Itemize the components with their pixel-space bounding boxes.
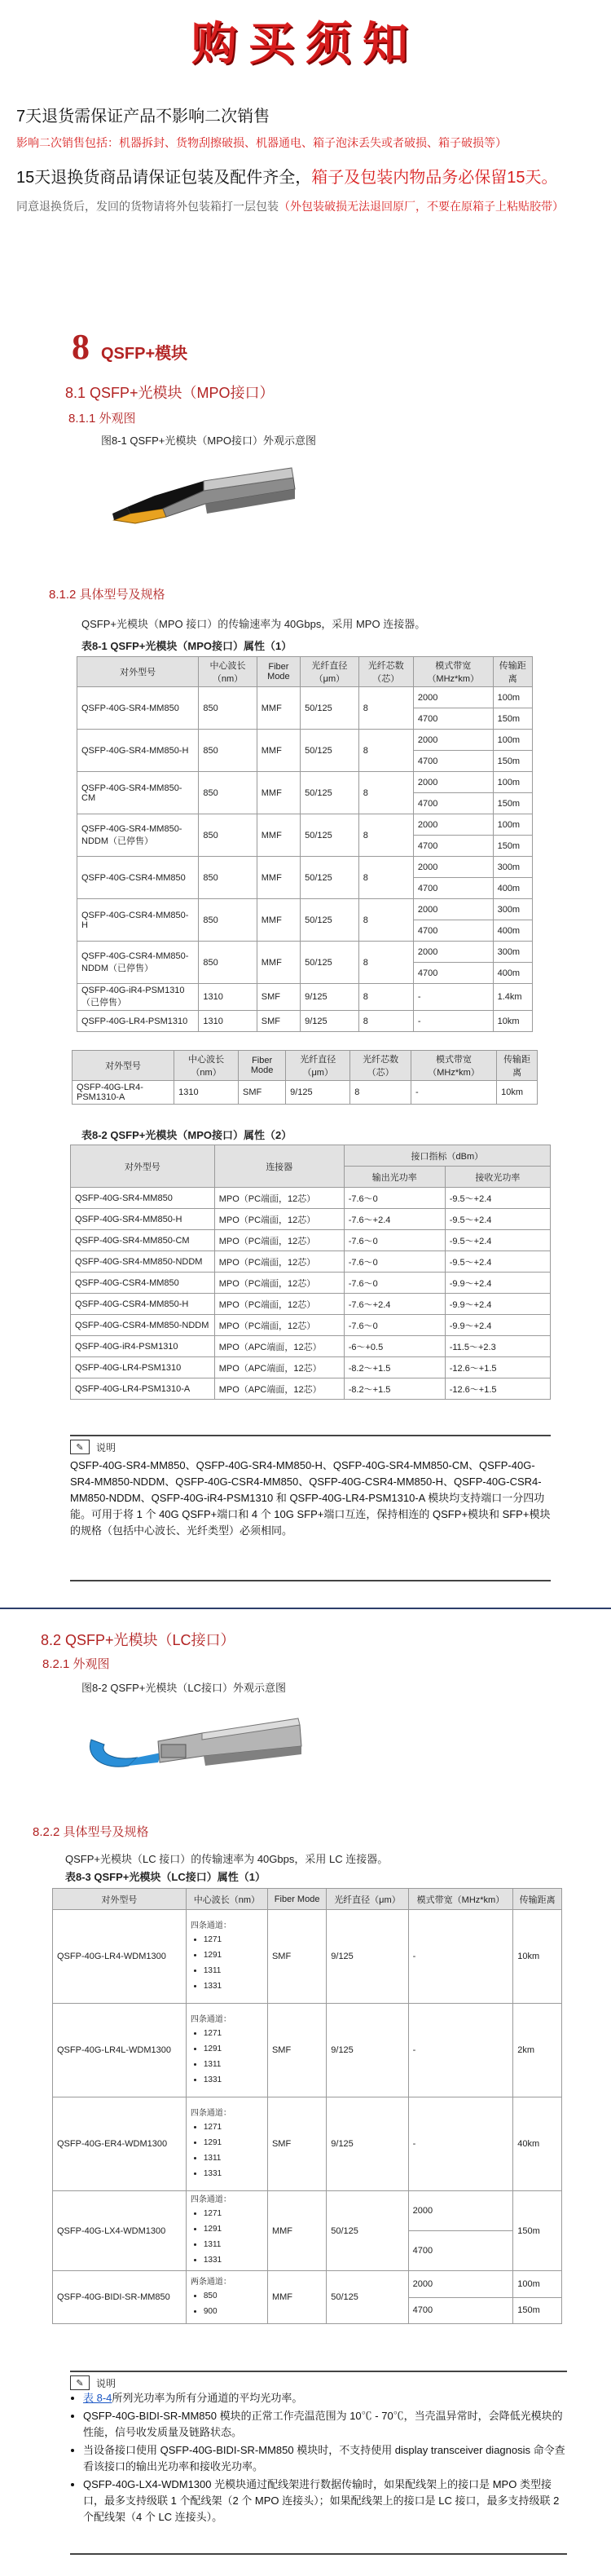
wavelength-item: • 1291 xyxy=(204,2136,263,2150)
model-cell: QSFP-40G-SR4-MM850-H xyxy=(77,730,199,772)
bandwidth-cell: - xyxy=(408,1910,513,2004)
section-8-2-2-para: QSFP+光模块（LC 接口）的传输速率为 40Gbps，采用 LC 连接器。 xyxy=(65,1853,389,1865)
fiber-mode-cell: MMF xyxy=(257,899,300,942)
wavelength-list xyxy=(191,2120,263,2181)
t2-head-rx: 接收光功率 xyxy=(445,1167,550,1188)
t1b-head-cell: 模式带宽（MHz*km） xyxy=(411,1051,496,1081)
wavelength-item: • 1271 xyxy=(204,1933,263,1947)
channel-label: 两条通道： xyxy=(190,2277,231,2287)
fiber-mode-cell: SMF xyxy=(257,984,300,1011)
model-cell: QSFP-40G-CSR4-MM850-H xyxy=(71,1294,215,1315)
fiber-mode-cell: SMF xyxy=(239,1081,286,1105)
wavelength-list xyxy=(191,2027,263,2087)
rx-power-cell: -9.5～+2.4 xyxy=(445,1209,550,1230)
channel-label: 四条通道： xyxy=(190,2195,231,2204)
table-row xyxy=(73,1081,538,1105)
connector-cell: MPO（APC端面，12芯） xyxy=(214,1336,344,1357)
bandwidth-cell: 4700 xyxy=(413,793,493,814)
diameter-cell: 50/125 xyxy=(301,687,359,730)
wavelength-item: • 1311 xyxy=(204,2238,263,2252)
connector-cell: MPO（PC端面，12芯） xyxy=(214,1188,344,1209)
cores-cell: 8 xyxy=(358,687,413,730)
model-cell: QSFP-40G-LR4L-WDM1300 xyxy=(53,2004,187,2097)
model-cell: QSFP-40G-iR4-PSM1310 xyxy=(71,1336,215,1357)
notice-line-1: 7天退货需保证产品不影响二次销售 xyxy=(16,108,270,126)
wavelength-cell: 1310 xyxy=(199,984,257,1011)
note-icon: ✎ xyxy=(70,2375,90,2390)
fiber-mode-cell: MMF xyxy=(257,942,300,984)
bandwidth-cell: 2000 xyxy=(413,899,493,920)
distance-cell: 1.4km xyxy=(493,984,532,1011)
table-link[interactable]: 表 8-4 xyxy=(83,2392,112,2404)
distance-cell: 100m xyxy=(493,814,532,836)
section-8-1-2-para: QSFP+光模块（MPO 接口）的传输速率为 40Gbps，采用 MPO 连接器。 xyxy=(81,618,426,630)
table-row xyxy=(71,1294,551,1315)
distance-cell: 150m xyxy=(513,2297,562,2324)
bandwidth-cell: 2000 xyxy=(408,2191,513,2231)
t1-head-cell: 光纤芯数（芯） xyxy=(358,657,413,687)
purchase-notice-banner xyxy=(0,0,611,82)
section-8-2-title: 8.2 QSFP+光模块（LC接口） xyxy=(41,1632,235,1648)
distance-cell: 150m xyxy=(493,751,532,772)
wavelength-item: • 1291 xyxy=(204,2042,263,2056)
table-row xyxy=(53,1910,562,2004)
t2-head-connector: 连接器 xyxy=(214,1145,344,1188)
connector-cell: MPO（PC端面，12芯） xyxy=(214,1251,344,1273)
bandwidth-cell: 4700 xyxy=(413,920,493,942)
t1-head-cell: 中心波长（nm） xyxy=(199,657,257,687)
table-8-1b xyxy=(72,1050,538,1105)
fiber-mode-cell: SMF xyxy=(267,2097,326,2191)
note-icon: ✎ xyxy=(70,1440,90,1454)
wavelength-list xyxy=(191,2289,263,2318)
rx-power-cell: -12.6～+1.5 xyxy=(445,1378,550,1400)
notice-line-3a: 15天退换货商品请保证包装及配件齐全， xyxy=(16,169,312,187)
tx-power-cell: -7.6～+2.4 xyxy=(344,1294,445,1315)
wavelength-cell: 850 xyxy=(199,814,257,857)
t2-head-model: 对外型号 xyxy=(71,1145,215,1188)
diameter-cell: 50/125 xyxy=(301,814,359,857)
note-item-text: 当设备接口使用 QSFP-40G-BIDI-SR-MM850 模块时，不支持使用 display transceiver diagnosis 命令查看该接口的输出光功率和接收光功率。 xyxy=(83,2444,565,2472)
table-row xyxy=(71,1209,551,1230)
section-8-1-2-title: 8.1.2 具体型号及规格 xyxy=(49,588,165,602)
note-8-2-label: 说明 xyxy=(96,2377,116,2389)
wavelength-cell xyxy=(186,1910,267,2004)
t1b-head-cell: Fiber Mode xyxy=(239,1051,286,1081)
note-item xyxy=(83,2442,567,2475)
wavelength-cell: 850 xyxy=(199,899,257,942)
bandwidth-cell: 2000 xyxy=(413,772,493,793)
model-cell: QSFP-40G-LR4-PSM1310-A xyxy=(71,1378,215,1400)
bandwidth-cell: 4700 xyxy=(413,751,493,772)
distance-cell: 10km xyxy=(513,1910,562,2004)
distance-cell: 100m xyxy=(493,730,532,751)
chapter-name: QSFP+模块 xyxy=(101,345,188,363)
connector-cell: MPO（APC端面，12芯） xyxy=(214,1357,344,1378)
model-cell: QSFP-40G-CSR4-MM850-H xyxy=(77,899,199,942)
model-cell: QSFP-40G-CSR4-MM850-NDDM（已停售） xyxy=(77,942,199,984)
t1-head-cell: 对外型号 xyxy=(77,657,199,687)
tx-power-cell: -7.6～0 xyxy=(344,1315,445,1336)
tx-power-cell: -7.6～0 xyxy=(344,1230,445,1251)
note-8-2-head xyxy=(70,2375,567,2390)
table-8-1-caption: 表8-1 QSFP+光模块（MPO接口）属性（1） xyxy=(81,640,292,652)
wavelength-cell: 1310 xyxy=(174,1081,239,1105)
rx-power-cell: -9.5～+2.4 xyxy=(445,1251,550,1273)
rx-power-cell: -9.5～+2.4 xyxy=(445,1188,550,1209)
wavelength-cell: 850 xyxy=(199,942,257,984)
table-row xyxy=(71,1251,551,1273)
rx-power-cell: -9.5～+2.4 xyxy=(445,1230,550,1251)
connector-cell: MPO（PC端面，12芯） xyxy=(214,1294,344,1315)
wavelength-item: • 1331 xyxy=(204,2167,263,2181)
figure-8-1-caption: 图8-1 QSFP+光模块（MPO接口）外观示意图 xyxy=(101,434,316,447)
diameter-cell: 50/125 xyxy=(301,942,359,984)
table-8-1 xyxy=(77,656,533,1032)
wavelength-item: • 1331 xyxy=(204,2073,263,2087)
table-row xyxy=(53,2191,562,2231)
cores-cell: 8 xyxy=(358,772,413,814)
distance-cell: 150m xyxy=(513,2191,562,2271)
wavelength-item: • 1271 xyxy=(204,2120,263,2134)
table-row xyxy=(71,1188,551,1209)
t1b-head-cell: 传输距离 xyxy=(497,1051,538,1081)
model-cell: QSFP-40G-LR4-PSM1310 xyxy=(71,1357,215,1378)
table-row xyxy=(77,1011,533,1032)
wavelength-item: • 900 xyxy=(204,2305,263,2318)
fiber-mode-cell: MMF xyxy=(257,730,300,772)
model-cell: QSFP-40G-ER4-WDM1300 xyxy=(53,2097,187,2191)
cores-cell: 8 xyxy=(358,942,413,984)
tx-power-cell: -7.6～0 xyxy=(344,1273,445,1294)
table-8-2-caption: 表8-2 QSFP+光模块（MPO接口）属性（2） xyxy=(81,1129,292,1141)
diameter-cell: 9/125 xyxy=(327,2097,408,2191)
rx-power-cell: -9.9～+2.4 xyxy=(445,1273,550,1294)
table-row xyxy=(77,814,533,836)
notice-line-3b: 箱子及包装内物品务必保留15天。 xyxy=(311,169,558,187)
fiber-mode-cell: MMF xyxy=(257,687,300,730)
t1b-head-cell: 中心波长（nm） xyxy=(174,1051,239,1081)
fiber-mode-cell: SMF xyxy=(267,2004,326,2097)
wavelength-cell: 850 xyxy=(199,772,257,814)
note-8-1-body: QSFP-40G-SR4-MM850、QSFP-40G-SR4-MM850-H、QSFP-40G-SR4-MM850-CM、QSFP-40G-SR4-MM850-NDDM、QSFP-40G-CSR4-MM850、QSFP-40G-CSR4-MM850-H、QSFP-40G-CSR4-MM850-NDDM、QSFP-40G-iR4-PSM1310 和 QSFP-40G-LR4-PSM1310-A 模块均支持端口一分四功能。可用于将 1 个 40G QSFP+端口和 4 个 10G SFP+端口互连，保持相连的 QSFP+模块和 SFP+模块的规格（包括中心波长、光纤类型）必须相同。 xyxy=(70,1459,551,1537)
notice-line-3 xyxy=(16,164,595,187)
note-item-text: 所列光功率为所有分通道的平均光功率。 xyxy=(112,2392,303,2404)
diameter-cell: 50/125 xyxy=(301,899,359,942)
bandwidth-cell: - xyxy=(408,2004,513,2097)
fiber-mode-cell: SMF xyxy=(267,1910,326,2004)
purchase-notice xyxy=(0,103,611,215)
diameter-cell: 9/125 xyxy=(301,984,359,1011)
distance-cell: 300m xyxy=(493,899,532,920)
note-8-1-label: 说明 xyxy=(96,1441,116,1453)
distance-cell: 100m xyxy=(513,2271,562,2298)
rx-power-cell: -9.9～+2.4 xyxy=(445,1294,550,1315)
bandwidth-cell: - xyxy=(413,1011,493,1032)
table-row xyxy=(77,772,533,793)
table-row xyxy=(77,687,533,708)
channel-label: 四条通道： xyxy=(190,2014,231,2024)
channel-label: 四条通道： xyxy=(190,1921,231,1930)
distance-cell: 10km xyxy=(497,1081,538,1105)
distance-cell: 150m xyxy=(493,708,532,730)
rx-power-cell: -12.6～+1.5 xyxy=(445,1357,550,1378)
distance-cell: 100m xyxy=(493,687,532,708)
table-8-3-caption: 表8-3 QSFP+光模块（LC接口）属性（1） xyxy=(65,1871,266,1883)
distance-cell: 10km xyxy=(493,1011,532,1032)
bandwidth-cell: - xyxy=(413,984,493,1011)
wavelength-cell: 850 xyxy=(199,687,257,730)
connector-cell: MPO（PC端面，12芯） xyxy=(214,1273,344,1294)
section-8-2-2-title: 8.2.2 具体型号及规格 xyxy=(33,1825,149,1839)
model-cell: QSFP-40G-LR4-WDM1300 xyxy=(53,1910,187,2004)
model-cell: QSFP-40G-SR4-MM850 xyxy=(77,687,199,730)
bandwidth-cell: 2000 xyxy=(413,687,493,708)
note-8-2 xyxy=(70,2371,567,2555)
model-cell: QSFP-40G-SR4-MM850-H xyxy=(71,1209,215,1230)
tx-power-cell: -6～+0.5 xyxy=(344,1336,445,1357)
diameter-cell: 50/125 xyxy=(301,730,359,772)
tx-power-cell: -7.6～+2.4 xyxy=(344,1209,445,1230)
model-cell: QSFP-40G-SR4-MM850-NDDM xyxy=(71,1251,215,1273)
wavelength-cell xyxy=(186,2191,267,2271)
wavelength-item: • 1311 xyxy=(204,2058,263,2071)
rx-power-cell: -9.9～+2.4 xyxy=(445,1315,550,1336)
diameter-cell: 9/125 xyxy=(327,1910,408,2004)
qsfp-mpo-module-image xyxy=(106,457,301,546)
diameter-cell: 50/125 xyxy=(327,2271,408,2324)
notice-line-4b: （外包装破损无法退回原厂，不要在原箱子上粘贴胶带） xyxy=(279,200,564,213)
table-row xyxy=(71,1378,551,1400)
t1-head-cell: 模式带宽（MHz*km） xyxy=(413,657,493,687)
table-row xyxy=(53,2097,562,2191)
rx-power-cell: -11.5～+2.3 xyxy=(445,1336,550,1357)
fiber-mode-cell: MMF xyxy=(267,2191,326,2271)
table-row xyxy=(71,1357,551,1378)
connector-cell: MPO（PC端面，12芯） xyxy=(214,1230,344,1251)
wavelength-item: • 1291 xyxy=(204,1948,263,1962)
bandwidth-cell: - xyxy=(408,2097,513,2191)
cores-cell: 8 xyxy=(358,1011,413,1032)
t3-head-cell: 模式带宽（MHz*km） xyxy=(408,1889,513,1910)
cores-cell: 8 xyxy=(358,730,413,772)
bandwidth-cell: 4700 xyxy=(413,963,493,984)
note-item-text: QSFP-40G-BIDI-SR-MM850 模块的正常工作壳温范围为 10℃ - 70℃，当壳温异常时，会降低光模块的性能，信号收发质量及链路状态。 xyxy=(83,2410,563,2438)
cores-cell: 8 xyxy=(350,1081,411,1105)
model-cell: QSFP-40G-LX4-WDM1300 xyxy=(53,2191,187,2271)
wavelength-cell xyxy=(186,2271,267,2324)
notice-line-4 xyxy=(16,197,595,215)
table-8-3 xyxy=(52,1888,562,2324)
bandwidth-cell: 2000 xyxy=(413,857,493,878)
wavelength-item: • 850 xyxy=(204,2289,263,2303)
t1b-head-cell: 对外型号 xyxy=(73,1051,174,1081)
wavelength-cell xyxy=(186,2004,267,2097)
tx-power-cell: -8.2～+1.5 xyxy=(344,1378,445,1400)
tx-power-cell: -8.2～+1.5 xyxy=(344,1357,445,1378)
t2-head-tx: 输出光功率 xyxy=(344,1167,445,1188)
bandwidth-cell: 4700 xyxy=(408,2297,513,2324)
diameter-cell: 9/125 xyxy=(286,1081,350,1105)
bandwidth-cell: 4700 xyxy=(413,878,493,899)
connector-cell: MPO（PC端面，12芯） xyxy=(214,1315,344,1336)
distance-cell: 40km xyxy=(513,2097,562,2191)
fiber-mode-cell: SMF xyxy=(257,1011,300,1032)
wavelength-item: • 1271 xyxy=(204,2027,263,2040)
model-cell: QSFP-40G-SR4-MM850-CM xyxy=(71,1230,215,1251)
model-cell: QSFP-40G-CSR4-MM850 xyxy=(77,857,199,899)
model-cell: QSFP-40G-LR4-PSM1310 xyxy=(77,1011,199,1032)
note-8-2-list xyxy=(70,2390,567,2525)
wavelength-cell: 850 xyxy=(199,857,257,899)
channel-label: 四条通道： xyxy=(190,2108,231,2118)
t3-head-cell: Fiber Mode xyxy=(267,1889,326,1910)
note-8-1-head xyxy=(70,1440,551,1454)
distance-cell: 150m xyxy=(493,836,532,857)
wavelength-item: • 1331 xyxy=(204,1979,263,1993)
tx-power-cell: -7.6～0 xyxy=(344,1188,445,1209)
bandwidth-cell: - xyxy=(411,1081,496,1105)
bandwidth-cell: 2000 xyxy=(413,730,493,751)
model-cell: QSFP-40G-SR4-MM850-CM xyxy=(77,772,199,814)
diameter-cell: 50/125 xyxy=(301,772,359,814)
fiber-mode-cell: MMF xyxy=(257,772,300,814)
note-item xyxy=(83,2477,567,2525)
t3-head-cell: 中心波长（nm） xyxy=(186,1889,267,1910)
table-row xyxy=(53,2004,562,2097)
note-item xyxy=(83,2408,567,2441)
bandwidth-cell: 2000 xyxy=(413,942,493,963)
model-cell: QSFP-40G-CSR4-MM850 xyxy=(71,1273,215,1294)
cores-cell: 8 xyxy=(358,984,413,1011)
table-row xyxy=(77,857,533,878)
table-row xyxy=(71,1273,551,1294)
bandwidth-cell: 2000 xyxy=(413,814,493,836)
diameter-cell: 50/125 xyxy=(327,2191,408,2271)
table-row xyxy=(71,1230,551,1251)
section-8-1-1-title: 8.1.1 外观图 xyxy=(68,412,136,426)
table-row xyxy=(53,2271,562,2298)
wavelength-cell xyxy=(186,2097,267,2191)
t1b-head-cell: 光纤直径（μm） xyxy=(286,1051,350,1081)
tx-power-cell: -7.6～0 xyxy=(344,1251,445,1273)
wavelength-item: • 1331 xyxy=(204,2253,263,2267)
distance-cell: 400m xyxy=(493,878,532,899)
bandwidth-cell: 2000 xyxy=(408,2271,513,2298)
chapter-number: 8 xyxy=(72,327,90,367)
model-cell: QSFP-40G-iR4-PSM1310（已停售） xyxy=(77,984,199,1011)
distance-cell: 300m xyxy=(493,942,532,963)
t3-head-cell: 传输距离 xyxy=(513,1889,562,1910)
t3-head-cell: 对外型号 xyxy=(53,1889,187,1910)
diameter-cell: 9/125 xyxy=(327,2004,408,2097)
table-row xyxy=(71,1336,551,1357)
section-8-1-title: 8.1 QSFP+光模块（MPO接口） xyxy=(65,385,275,401)
table-row xyxy=(77,730,533,751)
diameter-cell: 9/125 xyxy=(301,1011,359,1032)
note-item-text: QSFP-40G-LX4-WDM1300 光模块通过配线架进行数据传输时，如果配线架上的接口是 MPO 类型接口，最多支持级联 1 个配线架（2 个 MPO 连接头）；如果配线架上的接口是 LC 接口，最多支持级联 2 个配线架（4 个 LC 连接头）。 xyxy=(83,2478,560,2523)
cores-cell: 8 xyxy=(358,857,413,899)
t3-head-cell: 光纤直径（μm） xyxy=(327,1889,408,1910)
distance-cell: 150m xyxy=(493,793,532,814)
t2-head-group: 接口指标（dBm） xyxy=(344,1145,550,1167)
banner-title: 购买须知 xyxy=(191,18,420,71)
t1b-head-cell: 光纤芯数（芯） xyxy=(350,1051,411,1081)
wavelength-list xyxy=(191,1933,263,1993)
wavelength-item: • 1311 xyxy=(204,1964,263,1978)
t1-head-cell: 光纤直径（μm） xyxy=(301,657,359,687)
fiber-mode-cell: MMF xyxy=(267,2271,326,2324)
note-8-1 xyxy=(70,1435,551,1581)
model-cell: QSFP-40G-BIDI-SR-MM850 xyxy=(53,2271,187,2324)
diameter-cell: 50/125 xyxy=(301,857,359,899)
distance-cell: 300m xyxy=(493,857,532,878)
distance-cell: 400m xyxy=(493,920,532,942)
wavelength-list xyxy=(191,2207,263,2267)
distance-cell: 100m xyxy=(493,772,532,793)
table-row xyxy=(77,899,533,920)
wavelength-item: • 1291 xyxy=(204,2222,263,2236)
notice-line-2: 影响二次销售包括：机器拆封、货物刮擦破损、机器通电、箱子泡沫丢失或者破损、箱子破损等） xyxy=(16,136,507,149)
fiber-mode-cell: MMF xyxy=(257,857,300,899)
fiber-mode-cell: MMF xyxy=(257,814,300,857)
cores-cell: 8 xyxy=(358,899,413,942)
connector-cell: MPO（APC端面，12芯） xyxy=(214,1378,344,1400)
wavelength-item: • 1271 xyxy=(204,2207,263,2221)
distance-cell: 400m xyxy=(493,963,532,984)
chapter-title xyxy=(72,326,187,368)
t1-head-cell: Fiber Mode xyxy=(257,657,300,687)
note-item xyxy=(83,2390,567,2406)
notice-line-4a: 同意退换货后，发回的货物请将外包装箱打一层包装 xyxy=(16,200,279,213)
bandwidth-cell: 4700 xyxy=(408,2231,513,2271)
table-row xyxy=(77,984,533,1011)
distance-cell: 2km xyxy=(513,2004,562,2097)
bandwidth-cell: 4700 xyxy=(413,836,493,857)
table-row xyxy=(71,1315,551,1336)
bandwidth-cell: 4700 xyxy=(413,708,493,730)
qsfp-lc-module-image xyxy=(80,1700,308,1790)
model-cell: QSFP-40G-LR4-PSM1310-A xyxy=(73,1081,174,1105)
figure-8-2-caption: 图8-2 QSFP+光模块（LC接口）外观示意图 xyxy=(81,1682,287,1694)
t1-head-cell: 传输距离 xyxy=(493,657,532,687)
model-cell: QSFP-40G-CSR4-MM850-NDDM xyxy=(71,1315,215,1336)
cores-cell: 8 xyxy=(358,814,413,857)
model-cell: QSFP-40G-SR4-MM850 xyxy=(71,1188,215,1209)
table-8-2 xyxy=(70,1145,551,1400)
wavelength-item: • 1311 xyxy=(204,2151,263,2165)
section-divider xyxy=(0,1608,611,1609)
model-cell: QSFP-40G-SR4-MM850-NDDM（已停售） xyxy=(77,814,199,857)
connector-cell: MPO（PC端面，12芯） xyxy=(214,1209,344,1230)
section-8-2-1-title: 8.2.1 外观图 xyxy=(42,1657,110,1671)
wavelength-cell: 850 xyxy=(199,730,257,772)
wavelength-cell: 1310 xyxy=(199,1011,257,1032)
table-row xyxy=(77,942,533,963)
